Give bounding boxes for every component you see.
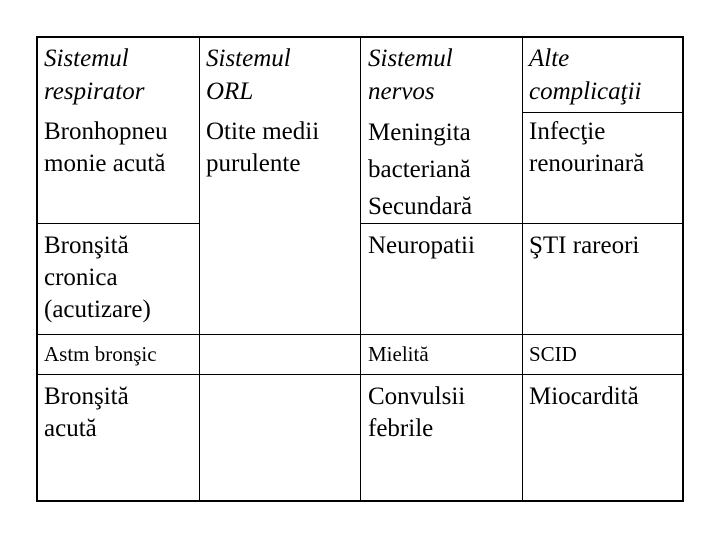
column-divider xyxy=(522,38,523,500)
table-cell xyxy=(44,381,129,445)
cell-line: Meningita xyxy=(368,119,471,146)
cell-line: cronica xyxy=(44,264,118,291)
table-cell xyxy=(368,230,475,262)
cell-line: ŞTI rareori xyxy=(529,232,640,259)
table-cell xyxy=(529,381,639,413)
header-line: Alte xyxy=(529,45,570,72)
cell-line: SCID xyxy=(529,342,577,366)
cell-line: Bronhopneu xyxy=(44,118,168,145)
header-nervous-system xyxy=(368,42,453,108)
cell-line: Otite medii xyxy=(206,118,320,145)
cell-line: Neuropatii xyxy=(368,232,475,259)
cell-line: (acutizare) xyxy=(44,296,151,323)
header-line: respirator xyxy=(44,78,145,105)
header-line: Sistemul xyxy=(44,45,129,72)
cell-line: Secundară xyxy=(368,193,473,220)
table-cell xyxy=(529,116,644,180)
cell-line: Miocardită xyxy=(529,383,639,410)
header-line: Sistemul xyxy=(206,45,291,72)
row-divider xyxy=(38,374,684,375)
header-line: ORL xyxy=(206,78,254,105)
header-line: complicaţii xyxy=(529,78,642,105)
table-cell xyxy=(368,340,429,368)
table-cell xyxy=(529,230,639,262)
table-cell xyxy=(529,340,577,368)
cell-line: febrile xyxy=(368,415,434,442)
cell-line: Astm bronşic xyxy=(44,342,157,366)
header-other-complications xyxy=(529,42,641,108)
cell-line: bacteriană xyxy=(368,156,471,183)
column-divider xyxy=(360,38,361,500)
row-divider xyxy=(38,223,199,224)
header-orl-system xyxy=(206,42,291,108)
table-cell xyxy=(44,340,157,368)
cell-line: purulente xyxy=(206,150,301,177)
cell-line: Convulsii xyxy=(368,383,466,410)
header-line: nervos xyxy=(368,78,435,105)
cell-line: Infecţie xyxy=(529,118,606,145)
header-line: Sistemul xyxy=(368,45,453,72)
table-cell xyxy=(206,116,319,180)
header-respiratory-system xyxy=(44,42,144,108)
complications-table xyxy=(36,36,684,502)
table-cell xyxy=(368,114,472,225)
cell-line: acută xyxy=(44,415,97,442)
cell-line: renourinară xyxy=(529,150,645,177)
cell-line: Bronşită xyxy=(44,383,129,410)
cell-line: Bronşită xyxy=(44,232,129,259)
table-cell xyxy=(368,381,465,445)
row-divider xyxy=(38,334,684,335)
cell-line: Mielită xyxy=(368,342,429,366)
cell-line: monie acută xyxy=(44,150,166,177)
column-divider xyxy=(199,38,200,500)
table-cell xyxy=(44,116,168,180)
table-cell xyxy=(44,230,151,326)
row-divider xyxy=(522,112,684,113)
